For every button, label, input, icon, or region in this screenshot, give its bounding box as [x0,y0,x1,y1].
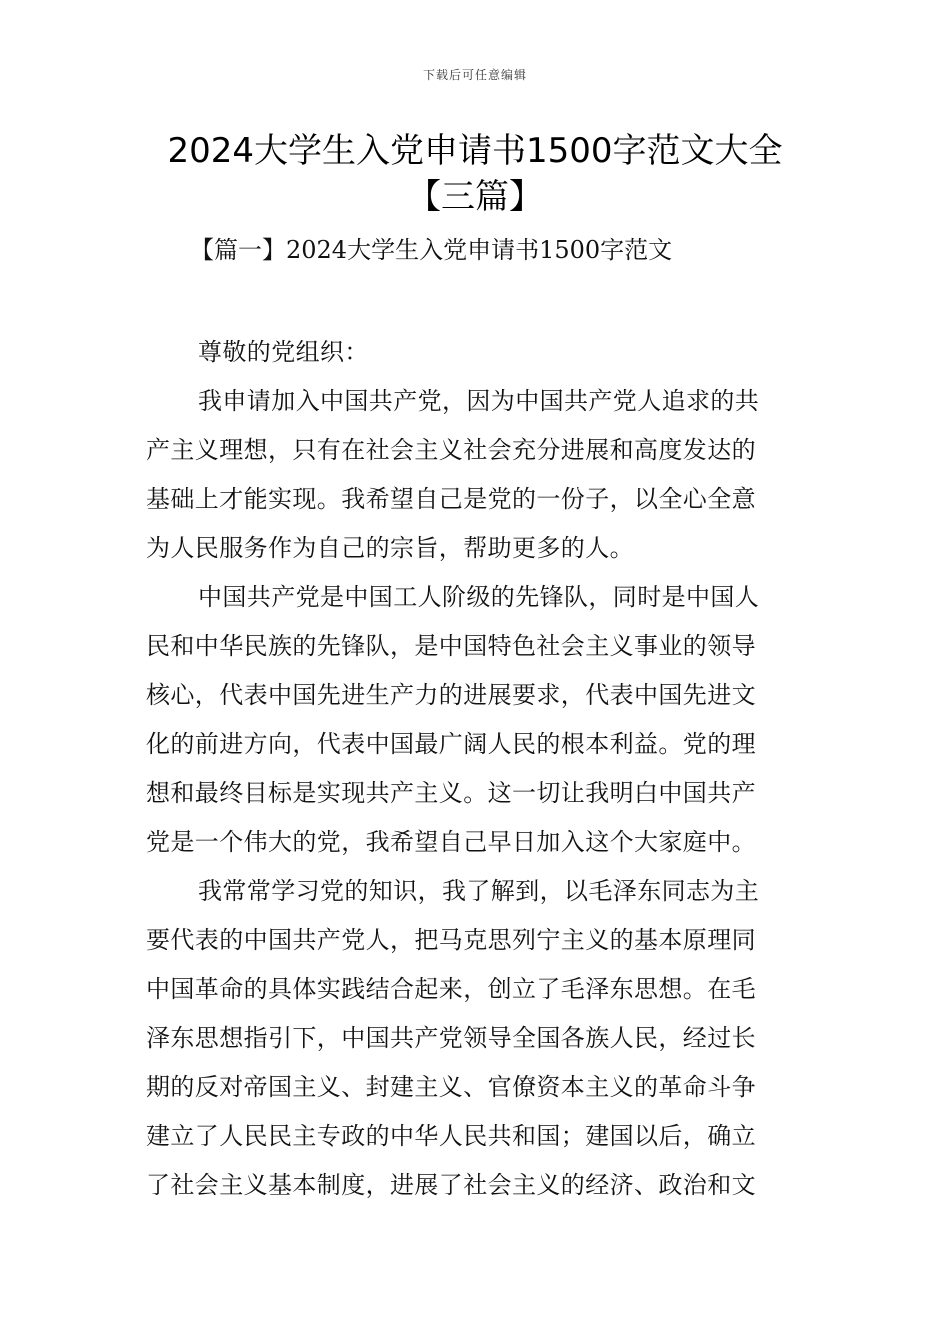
paragraph-line: 我申请加入中国共产党，因为中国共产党人追求的共 [198,387,760,415]
paragraph-line: 期的反对帝国主义、封建主义、官僚资本主义的革命斗争 [146,1073,756,1101]
paragraph-3 [146,867,810,1210]
document-title [120,128,830,220]
paragraph-line: 我常常学习党的知识，我了解到，以毛泽东同志为主 [198,877,760,905]
paragraph-line: 基础上才能实现。我希望自己是党的一份子，以全心全意 [146,485,756,513]
paragraph-line: 泽东思想指引下，中国共产党领导全国各族人民，经过长 [146,1024,756,1052]
paragraph-line: 建立了人民民主专政的中华人民共和国；建国以后，确立 [146,1122,756,1150]
header-note: 下载后可任意编辑 [422,68,527,82]
section-heading: 【篇一】2024大学生入党申请书1500字范文 [190,236,673,264]
paragraph-line: 化的前进方向，代表中国最广阔人民的根本利益。党的理 [146,730,756,758]
paragraph-line: 党是一个伟大的党，我希望自己早日加入这个大家庭中。 [146,828,756,856]
paragraph-line: 要代表的中国共产党人，把马克思列宁主义的基本原理同 [146,926,756,954]
letter-body [146,328,810,1210]
paragraph-line: 想和最终目标是实现共产主义。这一切让我明白中国共产 [146,779,756,807]
title-line-2: 【三篇】 [407,177,543,217]
paragraph-line: 中国共产党是中国工人阶级的先锋队，同时是中国人 [198,583,760,611]
paragraph-line: 核心，代表中国先进生产力的进展要求，代表中国先进文 [146,681,756,709]
paragraph-line: 民和中华民族的先锋队，是中国特色社会主义事业的领导 [146,632,756,660]
paragraph-2 [146,573,810,867]
salutation [146,328,810,377]
paragraph-line: 了社会主义基本制度，进展了社会主义的经济、政治和文 [146,1171,756,1199]
salutation-text: 尊敬的党组织： [198,338,369,366]
paragraph-line: 为人民服务作为自己的宗旨，帮助更多的人。 [146,534,634,562]
paragraph-line: 产主义理想，只有在社会主义社会充分进展和高度发达的 [146,436,756,464]
paragraph-line: 中国革命的具体实践结合起来，创立了毛泽东思想。在毛 [146,975,756,1003]
title-line-1: 2024大学生入党申请书1500字范文大全 [167,131,783,171]
paragraph-1 [146,377,810,573]
